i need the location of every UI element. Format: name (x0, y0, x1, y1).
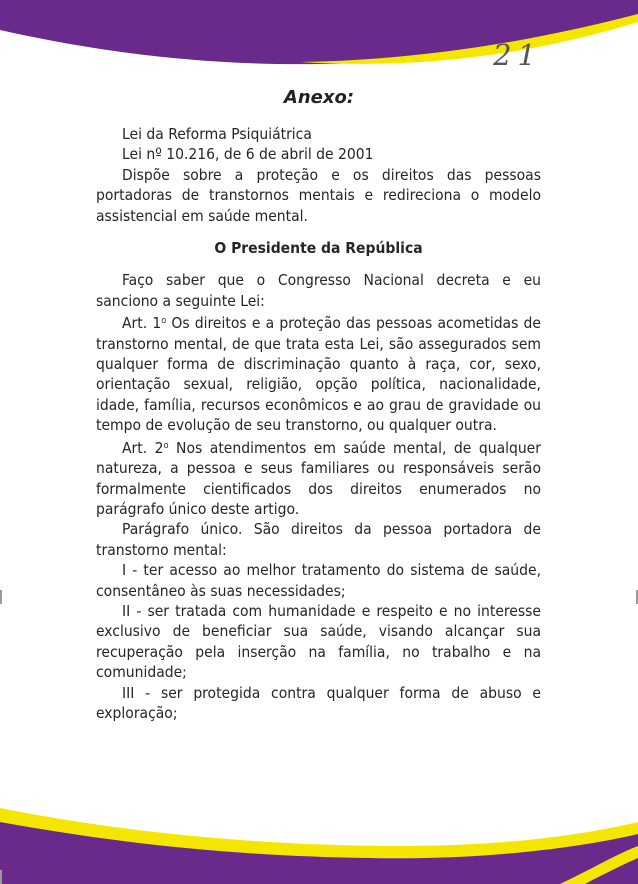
right-item: I - ter acesso ao melhor tratamento do sistema de saúde, consentâneo às suas necessidades; (96, 561, 541, 600)
president-heading: O Presidente da República (214, 239, 423, 258)
crop-mark-left (0, 590, 2, 604)
decree-paragraph: Faço saber que o Congresso Nacional decreta e eu sanciono a seguinte Lei: (96, 271, 541, 310)
law-number: Lei nº 10.216, de 6 de abril de 2001 (122, 145, 374, 164)
annex-title: Anexo: (283, 87, 355, 108)
right-item: III - ser protegida contra qualquer forma de abuso e exploração; (96, 683, 541, 722)
crop-mark-left-bottom (0, 870, 2, 884)
article-2 (96, 436, 541, 520)
article-2-ordinal: o (163, 440, 169, 451)
article-1-text: Os direitos e a proteção das pessoas acometidas de transtorno mental, de que trata esta Lei, são assegurados sem qualquer forma de discriminação quanto à raça, cor, sexo, orientação sexual, religião, opção política, nacionalidade, idade, família, recursos econômicos e ao grau de gravidade ou tempo de evolução de seu transtorno, ou qualquer outra. (96, 314, 541, 435)
law-text (96, 124, 541, 723)
right-item: II - ser tratada com humanidade e respeito e no interesse exclusivo de beneficiar sua saúde, visando alcançar sua recuperação pela inserção na família, no trabalho e na comunidade; (96, 601, 541, 682)
article-1-label: Art. 1 (122, 314, 162, 333)
article-1 (96, 311, 541, 435)
law-name: Lei da Reforma Psiquiátrica (122, 125, 312, 143)
law-summary: Dispõe sobre a proteção e os direitos das pessoas portadoras de transtornos mentais e redireciona o modelo assistencial em saúde mental. (96, 165, 541, 225)
article-2-text: Nos atendimentos em saúde mental, de qualquer natureza, a pessoa e seus familiares ou responsáveis serão formalmente cientificados dos direitos enumerados no parágrafo único deste artigo. (96, 438, 541, 518)
sole-paragraph: Parágrafo único. São direitos da pessoa portadora de transtorno mental: (96, 520, 541, 559)
article-1-ordinal: o (161, 316, 167, 327)
article-2-label: Art. 2 (122, 438, 164, 457)
top-purple-swoosh (0, 0, 638, 64)
page-number: 21 (493, 38, 542, 72)
